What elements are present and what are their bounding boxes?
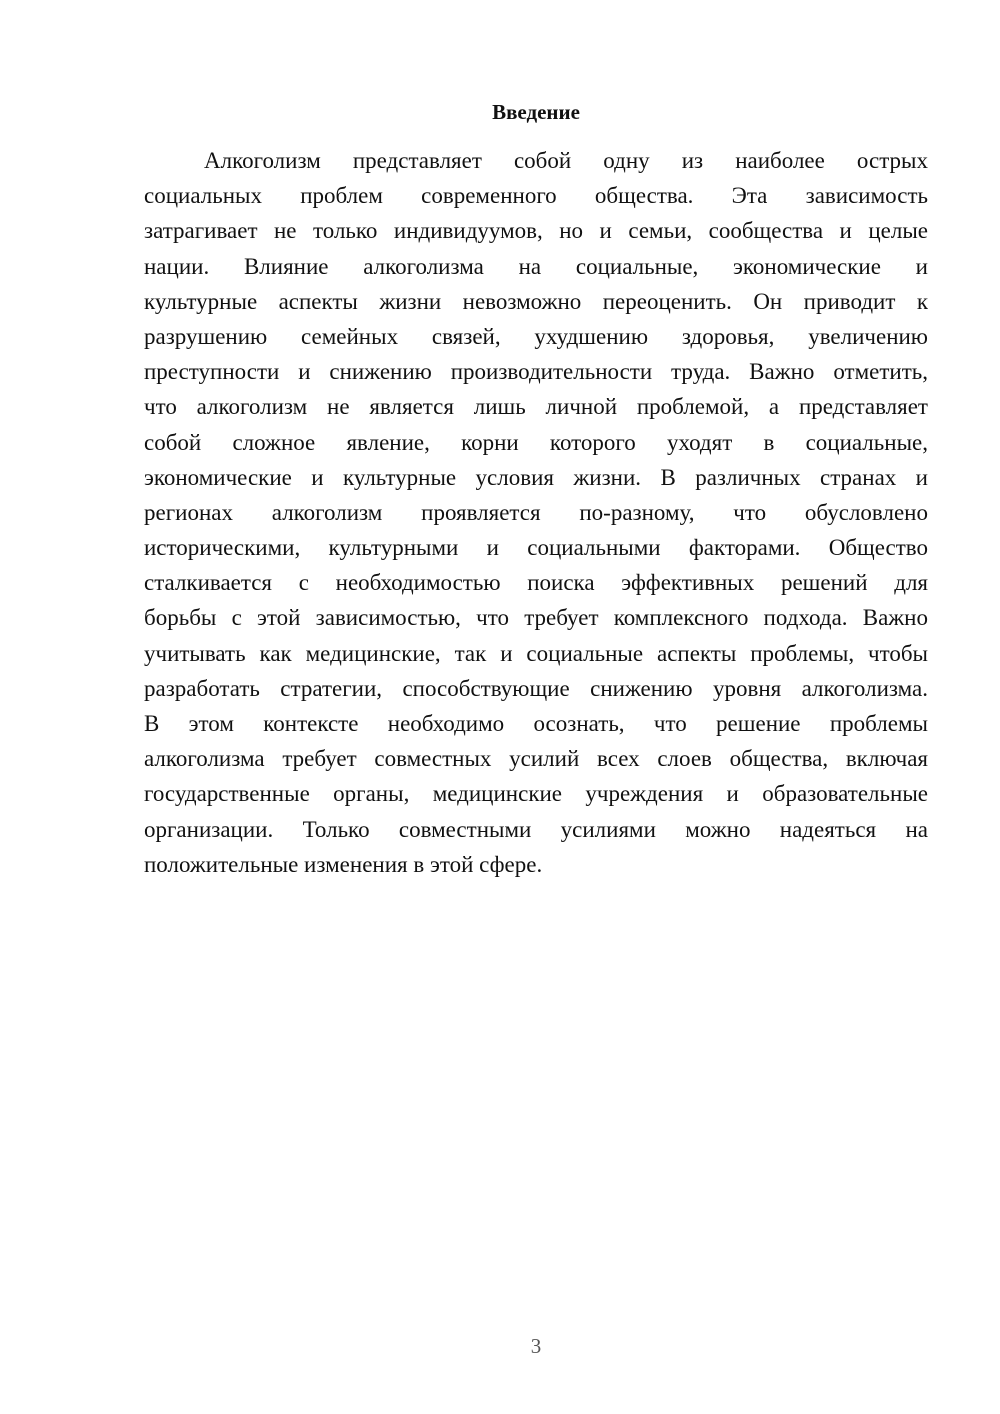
paragraph-line: положительные изменения в этой сфере.: [144, 851, 543, 877]
paragraph-line: регионах алкоголизм проявляется по-разному, что обусловлено: [144, 499, 928, 525]
paragraph-line: собой сложное явление, корни которого уходят в социальные,: [144, 429, 928, 455]
paragraph-line: что алкоголизм не является лишь личной проблемой, а представляет: [144, 394, 928, 420]
paragraph-line: преступности и снижению производительности труда. Важно отметить,: [144, 359, 928, 385]
body-paragraph: [144, 143, 928, 882]
paragraph-line: государственные органы, медицинские учреждения и образовательные: [144, 781, 928, 807]
paragraph-line: алкоголизма требует совместных усилий всех слоев общества, включая: [144, 746, 928, 772]
page-number: 3: [530, 1334, 542, 1358]
paragraph-line: социальных проблем современного общества. Эта зависимость: [144, 183, 928, 209]
paragraph-line: борьбы с этой зависимостью, что требует комплексного подхода. Важно: [144, 605, 928, 631]
paragraph-line: культурные аспекты жизни невозможно переоценить. Он приводит к: [144, 288, 928, 314]
page-title: Введение: [492, 100, 580, 124]
paragraph-line: затрагивает не только индивидуумов, но и семьи, сообщества и целые: [144, 218, 928, 244]
paragraph-line: разработать стратегии, способствующие снижению уровня алкоголизма.: [144, 675, 928, 701]
paragraph-line: сталкивается с необходимостью поиска эффективных решений для: [144, 570, 928, 596]
paragraph-line: организации. Только совместными усилиями можно надеяться на: [144, 816, 928, 842]
paragraph-line: учитывать как медицинские, так и социальные аспекты проблемы, чтобы: [144, 640, 928, 666]
paragraph-line: экономические и культурные условия жизни. В различных странах и: [144, 464, 928, 490]
paragraph-line: В этом контексте необходимо осознать, что решение проблемы: [144, 711, 928, 736]
paragraph-line: разрушению семейных связей, ухудшению здоровья, увеличению: [144, 323, 928, 349]
paragraph-line: нации. Влияние алкоголизма на социальные, экономические и: [144, 253, 928, 279]
paragraph-line: историческими, культурными и социальными факторами. Общество: [144, 535, 928, 561]
paragraph-line: Алкоголизм представляет собой одну из наиболее острых: [204, 148, 928, 173]
